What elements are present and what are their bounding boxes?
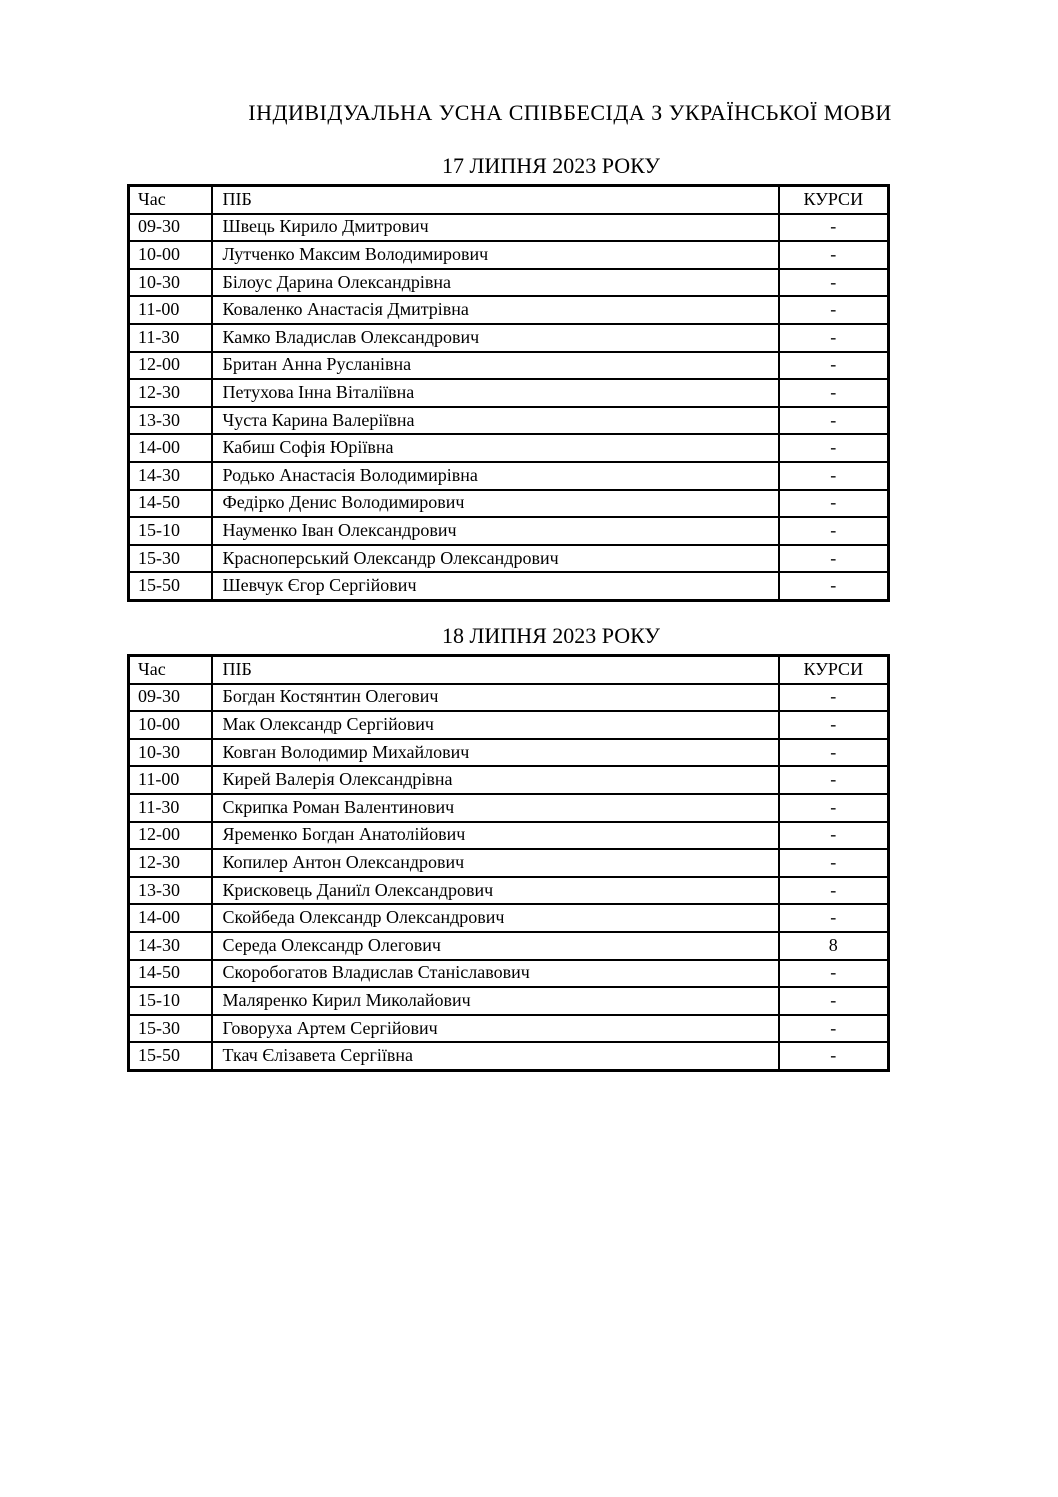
courses-cell: - <box>779 490 889 518</box>
name-cell: Білоус Дарина Олександрівна <box>212 269 779 297</box>
courses-cell: - <box>779 517 889 545</box>
courses-cell: - <box>779 434 889 462</box>
table-row <box>129 407 889 435</box>
courses-cell: - <box>779 241 889 269</box>
column-header-time: Час <box>129 186 212 214</box>
table-row <box>129 711 889 739</box>
time-cell: 10-30 <box>129 269 212 297</box>
table-row <box>129 739 889 767</box>
courses-cell: - <box>779 462 889 490</box>
name-cell: Камко Владислав Олександрович <box>212 324 779 352</box>
column-header-time: Час <box>129 656 212 684</box>
name-cell: Скрипка Роман Валентинович <box>212 794 779 822</box>
name-cell: Крисковець Даниїл Олександрович <box>212 877 779 905</box>
table-row <box>129 987 889 1015</box>
table-row <box>129 269 889 297</box>
table-row <box>129 379 889 407</box>
name-cell: Богдан Костянтин Олегович <box>212 684 779 712</box>
time-cell: 14-30 <box>129 462 212 490</box>
name-cell: Науменко Іван Олександрович <box>212 517 779 545</box>
schedule-section-day1 <box>127 153 887 602</box>
column-header-courses: КУРСИ <box>779 186 889 214</box>
courses-cell: - <box>779 352 889 380</box>
name-cell: Говоруха Артем Сергійович <box>212 1015 779 1043</box>
name-cell: Шевчук Єгор Сергійович <box>212 572 779 600</box>
time-cell: 15-10 <box>129 987 212 1015</box>
courses-cell: 8 <box>779 932 889 960</box>
courses-cell: - <box>779 296 889 324</box>
table-row <box>129 241 889 269</box>
time-cell: 14-00 <box>129 434 212 462</box>
schedule-table-day2 <box>127 654 890 1072</box>
table-row <box>129 1042 889 1070</box>
time-cell: 15-50 <box>129 572 212 600</box>
table-row <box>129 766 889 794</box>
name-cell: Коваленко Анастасія Дмитрівна <box>212 296 779 324</box>
table-row <box>129 296 889 324</box>
name-cell: Чуста Карина Валеріївна <box>212 407 779 435</box>
schedule-section-day2 <box>127 623 887 1072</box>
name-cell: Мак Олександр Сергійович <box>212 711 779 739</box>
table-row <box>129 517 889 545</box>
courses-cell: - <box>779 766 889 794</box>
time-cell: 09-30 <box>129 684 212 712</box>
courses-cell: - <box>779 877 889 905</box>
column-header-name: ПІБ <box>212 656 779 684</box>
name-cell: Родько Анастасія Володимирівна <box>212 462 779 490</box>
courses-cell: - <box>779 739 889 767</box>
column-header-name: ПІБ <box>212 186 779 214</box>
courses-cell: - <box>779 1015 889 1043</box>
time-cell: 10-00 <box>129 711 212 739</box>
name-cell: Кабиш Софія Юріївна <box>212 434 779 462</box>
name-cell: Петухова Інна Віталіївна <box>212 379 779 407</box>
time-cell: 14-30 <box>129 932 212 960</box>
name-cell: Швець Кирило Дмитрович <box>212 214 779 242</box>
table-row <box>129 932 889 960</box>
name-cell: Копилер Антон Олександрович <box>212 849 779 877</box>
name-cell: Британ Анна Русланівна <box>212 352 779 380</box>
courses-cell: - <box>779 822 889 850</box>
courses-cell: - <box>779 794 889 822</box>
table-row <box>129 1015 889 1043</box>
name-cell: Яременко Богдан Анатолійович <box>212 822 779 850</box>
column-header-courses: КУРСИ <box>779 656 889 684</box>
table-row <box>129 352 889 380</box>
table-row <box>129 960 889 988</box>
table-row <box>129 214 889 242</box>
page-title: ІНДИВІДУАЛЬНА УСНА СПІВБЕСІДА З УКРАЇНСЬКОЇ МОВИ <box>248 100 892 125</box>
time-cell: 15-50 <box>129 1042 212 1070</box>
time-cell: 10-00 <box>129 241 212 269</box>
table-row <box>129 794 889 822</box>
table-row <box>129 849 889 877</box>
name-cell: Скоробогатов Владислав Станіславович <box>212 960 779 988</box>
name-cell: Красноперський Олександр Олександрович <box>212 545 779 573</box>
courses-cell: - <box>779 849 889 877</box>
name-cell: Ковган Володимир Михайлович <box>212 739 779 767</box>
schedule-table-day1 <box>127 184 890 602</box>
name-cell: Ткач Єлізавета Сергіївна <box>212 1042 779 1070</box>
time-cell: 11-00 <box>129 296 212 324</box>
time-cell: 14-50 <box>129 490 212 518</box>
table-row <box>129 434 889 462</box>
table-row <box>129 462 889 490</box>
table-row <box>129 545 889 573</box>
name-cell: Кирей Валерія Олександрівна <box>212 766 779 794</box>
name-cell: Федірко Денис Володимирович <box>212 490 779 518</box>
courses-cell: - <box>779 269 889 297</box>
time-cell: 15-10 <box>129 517 212 545</box>
time-cell: 11-30 <box>129 324 212 352</box>
table-row <box>129 324 889 352</box>
time-cell: 12-30 <box>129 379 212 407</box>
time-cell: 10-30 <box>129 739 212 767</box>
table-row <box>129 904 889 932</box>
courses-cell: - <box>779 711 889 739</box>
table-row <box>129 822 889 850</box>
courses-cell: - <box>779 324 889 352</box>
time-cell: 15-30 <box>129 545 212 573</box>
header-row <box>129 656 889 684</box>
time-cell: 12-00 <box>129 822 212 850</box>
courses-cell: - <box>779 684 889 712</box>
courses-cell: - <box>779 1042 889 1070</box>
courses-cell: - <box>779 545 889 573</box>
header-row <box>129 186 889 214</box>
time-cell: 09-30 <box>129 214 212 242</box>
date-title-day1: 17 ЛИПНЯ 2023 РОКУ <box>442 153 660 178</box>
name-cell: Скойбеда Олександр Олександрович <box>212 904 779 932</box>
time-cell: 13-30 <box>129 877 212 905</box>
table-row <box>129 490 889 518</box>
courses-cell: - <box>779 572 889 600</box>
courses-cell: - <box>779 960 889 988</box>
table-row <box>129 877 889 905</box>
time-cell: 13-30 <box>129 407 212 435</box>
time-cell: 11-00 <box>129 766 212 794</box>
time-cell: 14-50 <box>129 960 212 988</box>
courses-cell: - <box>779 407 889 435</box>
time-cell: 11-30 <box>129 794 212 822</box>
time-cell: 12-00 <box>129 352 212 380</box>
name-cell: Середа Олександр Олегович <box>212 932 779 960</box>
time-cell: 15-30 <box>129 1015 212 1043</box>
courses-cell: - <box>779 379 889 407</box>
courses-cell: - <box>779 904 889 932</box>
time-cell: 12-30 <box>129 849 212 877</box>
table-row <box>129 572 889 600</box>
courses-cell: - <box>779 214 889 242</box>
time-cell: 14-00 <box>129 904 212 932</box>
table-row <box>129 684 889 712</box>
name-cell: Лутченко Максим Володимирович <box>212 241 779 269</box>
courses-cell: - <box>779 987 889 1015</box>
name-cell: Маляренко Кирил Миколайович <box>212 987 779 1015</box>
date-title-day2: 18 ЛИПНЯ 2023 РОКУ <box>442 623 660 648</box>
